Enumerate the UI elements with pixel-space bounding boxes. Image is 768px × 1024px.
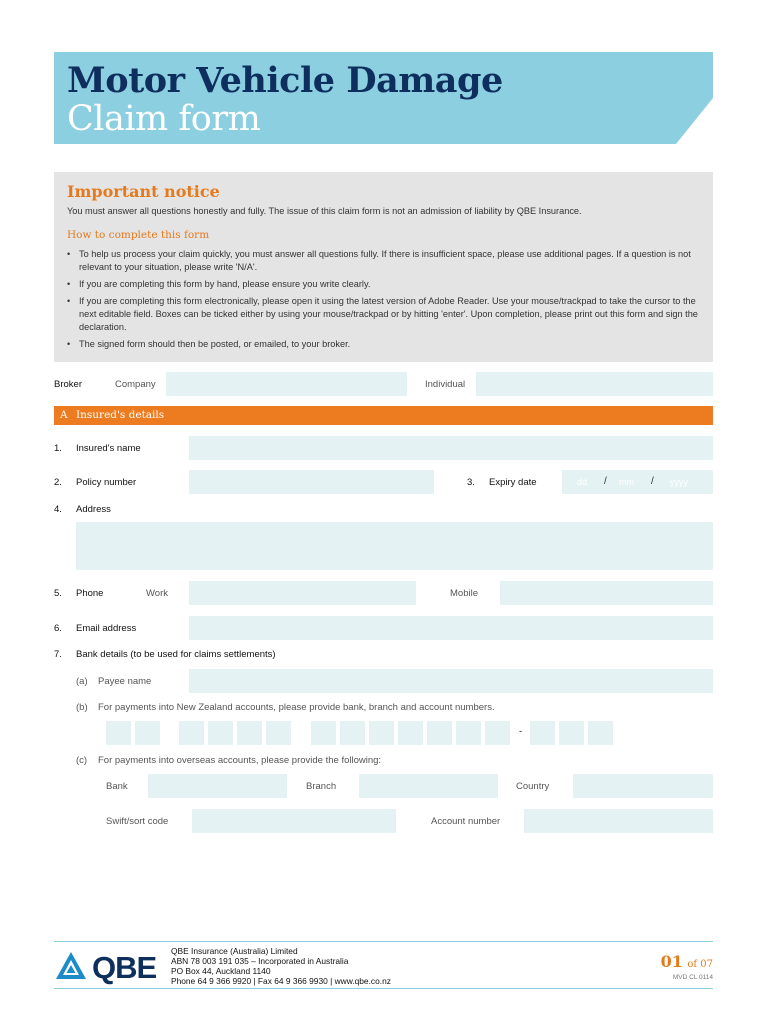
notice-title: Important notice [67, 182, 220, 201]
swift-code-field[interactable] [192, 809, 396, 833]
expiry-date-label: Expiry date [489, 477, 537, 488]
nz-account-digit-box[interactable] [106, 721, 131, 745]
nz-account-digit-box[interactable] [530, 721, 555, 745]
nz-account-digit-box[interactable] [559, 721, 584, 745]
nz-account-digit-box[interactable] [427, 721, 452, 745]
instructions-list [67, 248, 702, 355]
nz-account-digit-box[interactable] [311, 721, 336, 745]
qbe-logo [54, 950, 160, 985]
company-abn: ABN 78 003 191 035 – Incorporated in Australia [171, 956, 349, 966]
mobile-phone-field[interactable] [500, 581, 713, 605]
branch-field[interactable] [359, 774, 498, 798]
overseas-account-label: For payments into overseas accounts, please provide the following: [98, 755, 382, 766]
country-label: Country [516, 781, 550, 792]
instruction-item: • If you are completing this form by hand, please ensure you write clearly. [67, 278, 702, 291]
branch-label: Branch [306, 781, 337, 792]
page-total: of 07 [687, 959, 713, 970]
insured-name-field[interactable] [189, 436, 713, 460]
payee-name-label: Payee name [98, 676, 152, 687]
nz-account-digit-box[interactable] [485, 721, 510, 745]
email-field[interactable] [189, 616, 713, 640]
item-b-marker: (b) [76, 702, 88, 713]
work-phone-field[interactable] [189, 581, 416, 605]
notice-text: You must answer all questions honestly and fully. The issue of this claim form is not an admission of liability by QBE Insurance. [67, 206, 582, 216]
company-contact: Phone 64 9 366 9920 | Fax 64 9 366 9930 | www.qbe.co.nz [171, 976, 391, 986]
nz-account-digit-box[interactable] [456, 721, 481, 745]
company-name: QBE Insurance (Australia) Limited [171, 946, 298, 956]
q1-number: 1. [54, 443, 62, 454]
instruction-item: • The signed form should then be posted, or emailed, to your broker. [67, 338, 702, 351]
company-address: PO Box 44, Auckland 1140 [171, 966, 271, 976]
section-letter: A [60, 409, 68, 421]
qbe-triangle-icon [54, 950, 88, 982]
nz-account-label: For payments into New Zealand accounts, please provide bank, branch and account numbers. [98, 702, 495, 713]
bank-field[interactable] [148, 774, 287, 798]
q4-number: 4. [54, 504, 62, 515]
instruction-item: • If you are completing this form electronically, please open it using the latest version of Adobe Reader. Use your mouse/trackpad to take the cursor to the next editable field. Boxes can be ticked either by using your mouse/trackpad or by hitting 'enter'. Upon completion, please print out this form and sign the declaration. [67, 295, 702, 334]
nz-account-digit-box[interactable] [369, 721, 394, 745]
bank-label: Bank [106, 781, 128, 792]
nz-account-digit-box[interactable] [398, 721, 423, 745]
phone-label: Phone [76, 588, 104, 599]
broker-company-field[interactable] [166, 372, 407, 396]
swift-code-label: Swift/sort code [106, 816, 169, 827]
nz-account-digit-box[interactable] [588, 721, 613, 745]
insured-name-label: Insured's name [76, 443, 141, 454]
q2-number: 2. [54, 477, 62, 488]
policy-number-field[interactable] [189, 470, 434, 494]
title-banner [54, 52, 713, 144]
date-separator: / [651, 476, 654, 487]
nz-account-digit-box[interactable] [135, 721, 160, 745]
broker-individual-label: Individual [425, 379, 466, 390]
address-field[interactable] [76, 522, 713, 570]
q5-number: 5. [54, 588, 62, 599]
q3-number: 3. [467, 477, 475, 488]
broker-company-label: Company [115, 379, 156, 390]
page-current: 01 [660, 952, 683, 971]
date-month-placeholder: mm [619, 477, 634, 487]
nz-account-digit-box[interactable] [179, 721, 204, 745]
important-notice-box [54, 172, 713, 362]
date-day-placeholder: dd [577, 477, 588, 487]
address-label: Address [76, 504, 111, 515]
item-c-marker: (c) [76, 755, 88, 766]
instruction-item: • To help us process your claim quickly, you must answer all questions fully. If there is insufficient space, please use additional pages. If a question is not relevant to your situation, please write 'N/A'. [67, 248, 702, 274]
qbe-logo-text: QBE [92, 950, 157, 985]
account-dash: - [519, 726, 523, 737]
nz-account-digit-box[interactable] [237, 721, 262, 745]
policy-number-label: Policy number [76, 477, 137, 488]
form-subtitle: Claim form [67, 99, 261, 139]
how-to-complete-heading: How to complete this form [67, 229, 210, 241]
nz-account-digit-box[interactable] [208, 721, 233, 745]
q6-number: 6. [54, 623, 62, 634]
broker-label: Broker [54, 379, 82, 390]
mobile-phone-label: Mobile [450, 588, 478, 599]
date-separator: / [604, 476, 607, 487]
nz-account-digit-box[interactable] [266, 721, 291, 745]
date-year-placeholder: yyyy [670, 477, 688, 487]
work-phone-label: Work [146, 588, 168, 599]
country-field[interactable] [573, 774, 713, 798]
broker-individual-field[interactable] [476, 372, 713, 396]
email-label: Email address [76, 623, 137, 634]
footer-bottom-divider [54, 988, 713, 989]
section-a-header [54, 406, 713, 425]
account-number-label: Account number [431, 816, 501, 827]
footer-divider [54, 941, 713, 942]
company-details [171, 946, 391, 986]
q7-number: 7. [54, 649, 62, 660]
bank-details-label: Bank details (to be used for claims settlements) [76, 649, 276, 660]
account-number-field[interactable] [524, 809, 713, 833]
item-a-marker: (a) [76, 676, 88, 687]
form-title: Motor Vehicle Damage [67, 60, 503, 101]
payee-name-field[interactable] [189, 669, 713, 693]
page-number [661, 952, 713, 972]
section-title: Insured's details [76, 409, 165, 421]
form-code: MVD CL 0114 [672, 974, 713, 981]
nz-account-digit-box[interactable] [340, 721, 365, 745]
